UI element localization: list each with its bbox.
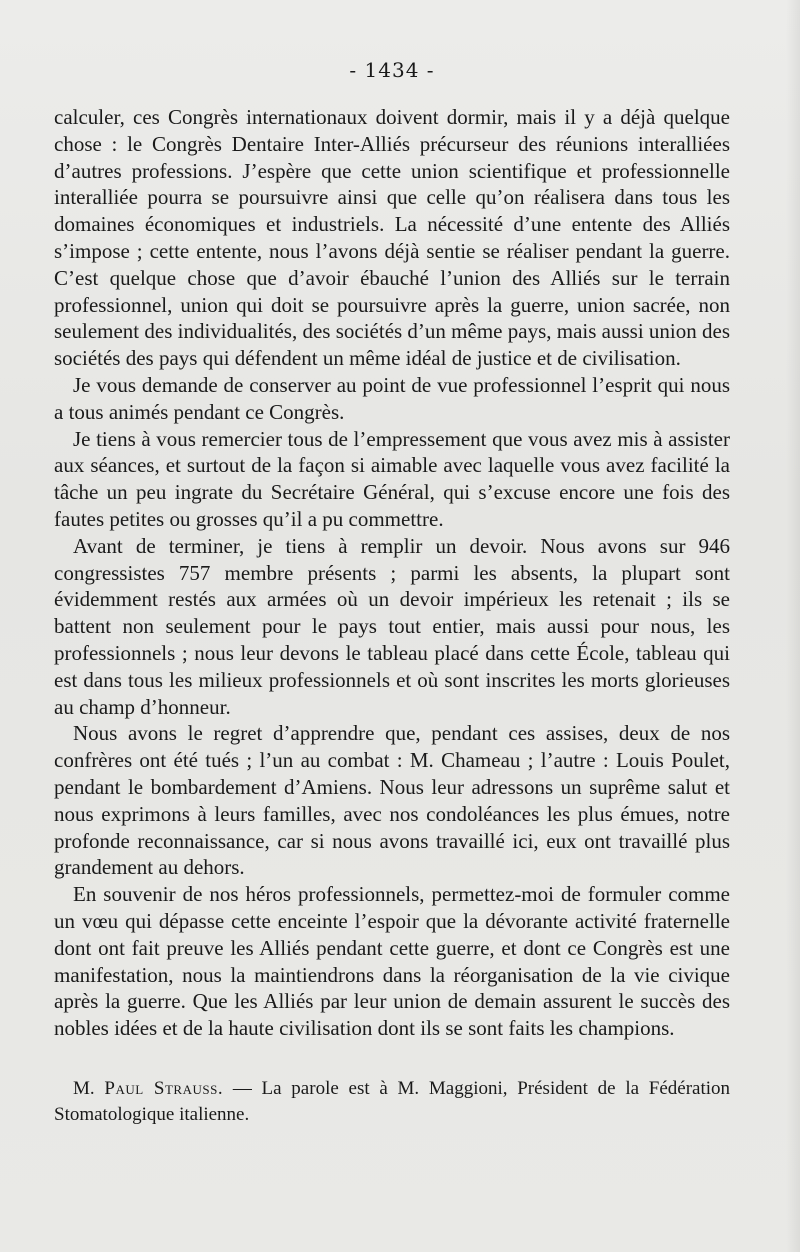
paragraph-5: Nous avons le regret d’apprendre que, pendant ces assises, deux de nos confrères ont été tués ; l’un au combat : M. Chameau ; l’autre : Louis Poulet, pendant le bombardement d’Amiens. Nous leur adressons un suprême salut et nous exprimons à leurs familles, avec nos condoléances les plus émues, notre profonde reconnaissance, car si nous avons travaillé ici, eux ont travaillé plus grandement au dehors. bbox=[54, 721, 730, 880]
scan-edge-shadow bbox=[786, 0, 800, 1252]
page-number bbox=[54, 58, 730, 82]
paragraph-2: Je vous demande de conserver au point de vue professionnel l’esprit qui nous a tous animés pendant ce Congrès. bbox=[54, 372, 730, 424]
paragraph-4: Avant de terminer, je tiens à remplir un devoir. Nous avons sur 946 congressistes 757 membre présents ; parmi les absents, la plupart sont évidemment restés aux armées où un devoir impérieux les retenait ; ils se battent non seulement pour le pays tout entier, mais aussi pour nous, les professionnels ; nous leur devons le tableau placé dans cette École, tableau qui est dans tous les milieux professionnels et où sont inscrites les morts glorieuses au champ d’honneur. bbox=[54, 533, 730, 719]
speaker-name: Paul Strauss. bbox=[104, 1077, 224, 1099]
speaker-text: — La parole est à M. Maggioni, Président de la Fédération Stomatologique italienne. bbox=[54, 1077, 731, 1125]
paragraph-1: calculer, ces Congrès internationaux doivent dormir, mais il y a déjà quelque chose : le Congrès Dentaire Inter-Alliés précurseur des réunions interalliées d’autres professions. J’espère que cette union scientifique et professionnelle interalliée pourra se poursuivre ainsi que celle qu’on réalisera dans tous les domaines économiques et industriels. La nécessité d’une entente des Alliés s’impose ; cette entente, nous l’avons déjà sentie se réaliser pendant la guerre. C’est quelque chose que d’avoir ébauché l’union des Alliés sur le terrain professionnel, union qui doit se poursuivre après la guerre, union sacrée, non seulement des individualités, des sociétés d’un même pays, mais aussi union des sociétés des pays qui défendent un même idéal de justice et de civilisation. bbox=[54, 105, 730, 371]
speaker-prefix: M. bbox=[73, 1077, 95, 1099]
speaker-paragraph bbox=[54, 1076, 730, 1128]
paragraph-3: Je tiens à vous remercier tous de l’empressement que vous avez mis à assister aux séances, et surtout de la façon si aimable avec laquelle vous avez facilité la tâche un peu ingrate du Secrétaire Général, qui s’excuse encore une fois des fautes petites ou grosses qu’il a pu commettre. bbox=[54, 426, 730, 531]
page-number-text: - 1434 - bbox=[349, 58, 435, 82]
paragraph-6: En souvenir de nos héros professionnels, permettez-moi de formuler comme un vœu qui dépasse cette enceinte l’espoir que la dévorante activité fraternelle dont ont fait preuve les Alliés pendant cette guerre, et dont ce Congrès est une manifestation, nous la maintiendrons dans la réorganisation de la vie civique après la guerre. Que les Alliés par leur union de demain assurent le succès des nobles idées et de la haute civilisation dont ils se sont faits les champions. bbox=[54, 882, 730, 1041]
